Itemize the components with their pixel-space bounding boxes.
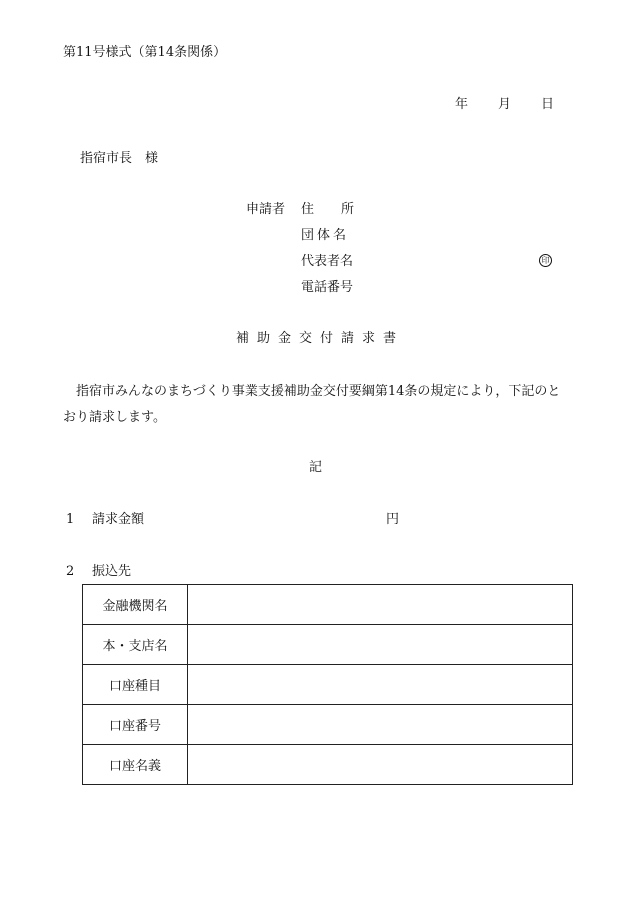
account-number-field[interactable] (188, 705, 573, 745)
branch-name-label: 本・支店名 (83, 625, 188, 665)
form-number: 第11号様式（第14条関係） (63, 45, 227, 60)
account-type-field[interactable] (188, 665, 573, 705)
account-holder-label: 口座名義 (83, 745, 188, 785)
representative-label: 代表者名 (301, 254, 354, 269)
body-text: 指宿市みんなのまちづくり事業支援補助金交付要綱第14条の規定により，下記のとおり請求します。 (63, 384, 561, 425)
bank-name-field[interactable] (188, 585, 573, 625)
address-char-1: 住 (301, 202, 315, 217)
table-row (83, 665, 573, 705)
table-row (83, 705, 573, 745)
item2-number: 2 (66, 564, 75, 579)
branch-name-field[interactable] (188, 625, 573, 665)
applicant-label: 申請者 (246, 202, 286, 217)
account-holder-field[interactable] (188, 745, 573, 785)
table-row (83, 585, 573, 625)
date-month: 月 (498, 97, 512, 112)
item1-unit: 円 (386, 512, 400, 527)
document-title: 補助金交付請求書 (236, 331, 405, 346)
phone-label: 電話番号 (301, 280, 354, 295)
addressee: 指宿市長 様 (80, 151, 159, 166)
date-year: 年 (455, 97, 469, 112)
applicant-address-label (301, 203, 354, 216)
date-day: 日 (541, 97, 555, 112)
bank-transfer-table (82, 584, 573, 785)
item1-number: 1 (66, 512, 75, 527)
ki-heading: 記 (309, 460, 323, 475)
bank-name-label: 金融機関名 (83, 585, 188, 625)
group-name-label: 団体名 (301, 228, 350, 243)
table-row (83, 745, 573, 785)
account-number-label: 口座番号 (83, 705, 188, 745)
seal-mark: 印 (539, 254, 552, 267)
item1-label: 請求金額 (92, 512, 145, 527)
account-type-label: 口座種目 (83, 665, 188, 705)
item2-label: 振込先 (92, 564, 132, 579)
table-row (83, 625, 573, 665)
address-char-2: 所 (341, 202, 355, 217)
